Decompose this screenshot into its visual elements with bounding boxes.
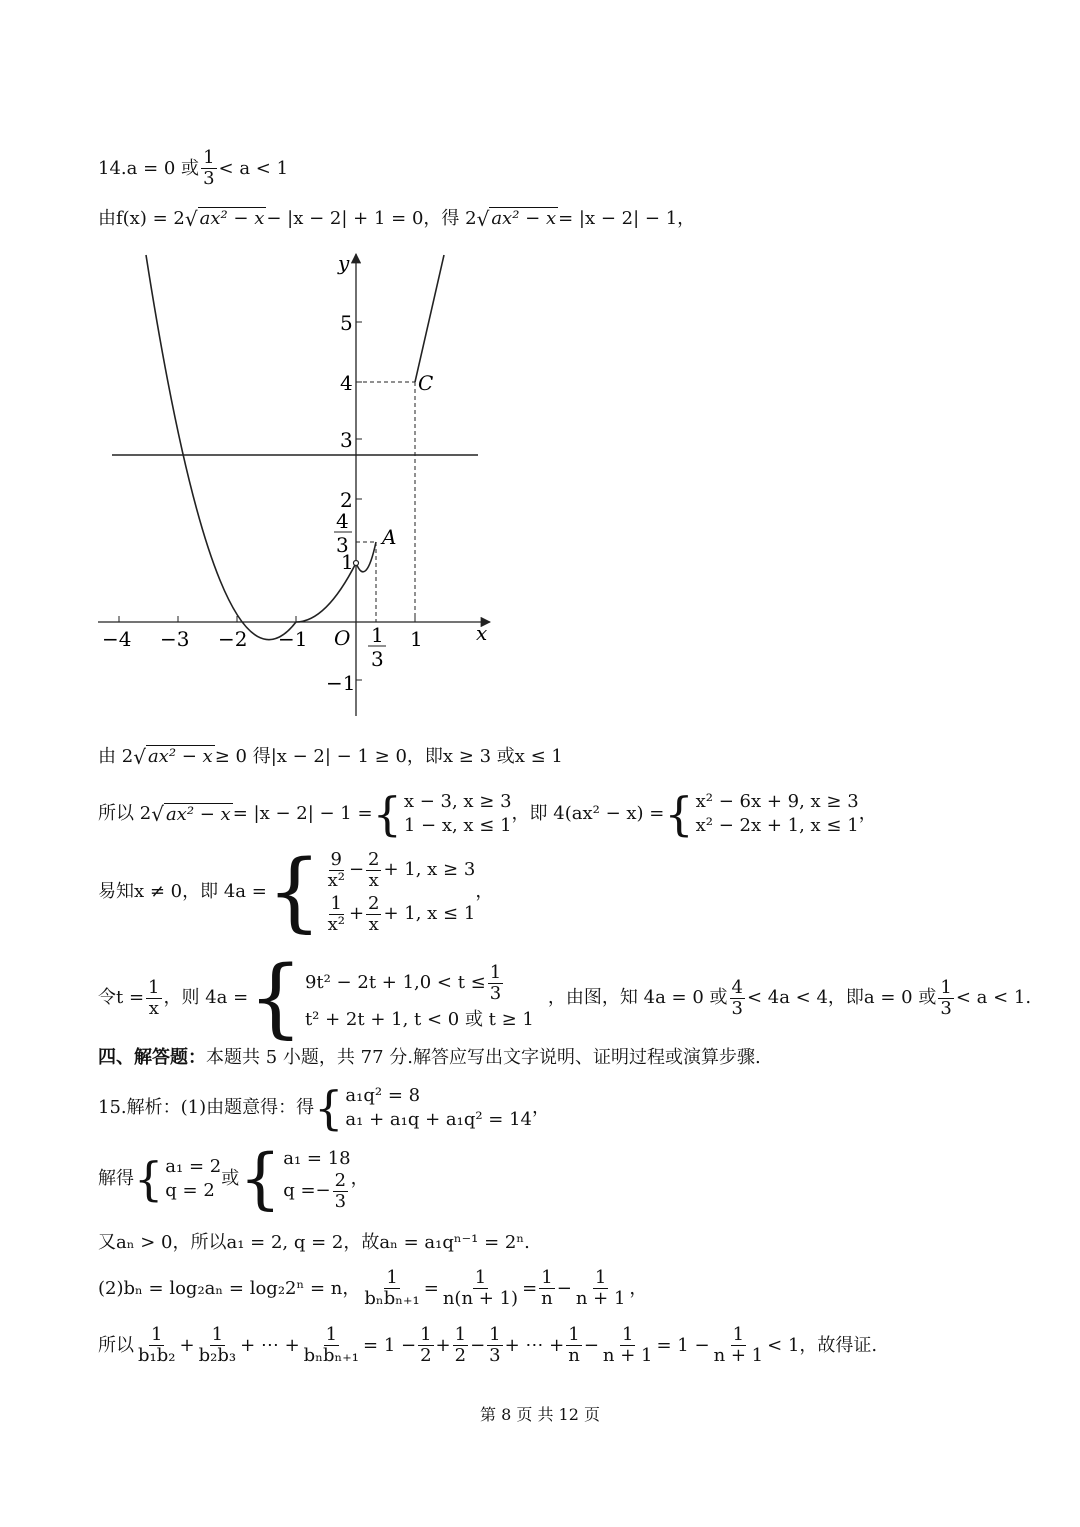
y-tick-label: −1 xyxy=(326,671,356,695)
q14-suffix: < a < 1 xyxy=(218,157,289,179)
y-tick-label: 1 xyxy=(341,550,354,574)
y-tick-label: 5 xyxy=(340,311,353,335)
cases-4a: { $\frac{9}{\text{x²}}$ − $\frac{2}{x}$ + 1, x ≥ 3 $\frac{1}{\text{x²}}$ + $\frac{2}{x}$ + 1, x ≤ 1 xyxy=(266,842,476,942)
x-axis-label: x xyxy=(476,621,488,645)
point-A-label: A xyxy=(382,525,397,549)
open-point xyxy=(354,561,359,566)
line-fx: 由f(x) = 2 √ ax² − x − |x − 2| + 1 = 0，得 2 √ ax² − x = |x − 2| − 1， xyxy=(98,206,696,231)
x-frac-den: 3 xyxy=(371,647,384,671)
also-line: 又aₙ > 0，所以a₁ = 2, q = 2，故aₙ = a₁qⁿ⁻¹ = 2ⁿ. xyxy=(98,1232,530,1253)
x-tick-label: 1 xyxy=(410,627,423,651)
page-footer: 第 8 页 共 12 页 xyxy=(480,1405,600,1424)
point-C-label: C xyxy=(418,371,434,395)
sum-line: 所以 $\frac{1}{\text{b₁b₂}}$ + $\frac{1}{\text{b₂b₃}}$ + ⋯ + $\frac{1}{\text{bₙbₙ₊₁}}$ = 1 − $\frac{1}{2}$ + $\frac{1}{2}$ − $\frac{1}{3}$ + ⋯ + $\frac{1}{n}$ − $\frac{1}{n + 1}$ = 1 − $\frac{1}{n + 1}$ < 1，故得证. xyxy=(98,1324,878,1366)
q14-frac: $\frac{1}{3}$ xyxy=(203,147,215,189)
x-tick-label: −3 xyxy=(160,627,190,651)
section-heading: 四、解答题：本题共 5 小题，共 77 分.解答应写出文字说明、证明过程或演算步骤. xyxy=(98,1047,761,1068)
y-axis-label: y xyxy=(338,251,350,275)
q14-answer xyxy=(98,148,288,189)
q14-prefix: 14.a = 0 或 xyxy=(98,157,200,179)
q15-line: 15.解析：(1)由题意得：得 { a₁q² = 8 a₁ + a₁q + a₁q² = 14 ， xyxy=(98,1081,550,1135)
function-graph xyxy=(90,248,500,720)
solve-line: 解得 { a₁ = 2 q = 2 或 { a₁ = 18 q =− $\frac{2}{3}$ ， xyxy=(98,1140,369,1217)
origin-label: O xyxy=(334,626,351,650)
curve-to-A xyxy=(356,542,376,572)
line-so: 所以 2 √ ax² − x = |x − 2| − 1 = { x − 3, x ≥ 3 1 − x, x ≤ 1 ，即 4(ax² − x) = { x² − 6x + 9, x ≥ 3 x² − 2x + 1, x ≤ 1 ， xyxy=(98,787,877,841)
x-tick-label: −1 xyxy=(278,627,308,651)
parabola-left xyxy=(146,255,356,640)
y-frac-den: 3 xyxy=(336,533,349,557)
cases-1: { x − 3, x ≥ 3 1 − x, x ≤ 1 xyxy=(372,787,512,841)
right-branch xyxy=(415,255,444,382)
y-tick-label: 3 xyxy=(340,428,353,452)
y-tick-label: 4 xyxy=(340,371,353,395)
line-easy: 易知x ≠ 0，即 4a = { $\frac{9}{\text{x²}}$ − $\frac{2}{x}$ + 1, x ≥ 3 $\frac{1}{\text{x²}}$ + $\frac{2}{x}$ + 1, x ≤ 1 ， xyxy=(98,842,494,942)
y-tick-label: 2 xyxy=(340,488,353,512)
x-frac-num: 1 xyxy=(371,623,384,647)
line-let-t: 令t = $\frac{1}{x}$ ，则 4a = { 9t² − 2t + 1,0 < t ≤ $\frac{1}{3}$ t² + 2t + 1, t < 0 或 t ≥ 1 ，由图，知 4a = 0 或 $\frac{4}{3}$ < 4a < 4，即a = 0 或 $\frac{1}{3}$ < a < 1. xyxy=(98,948,1032,1048)
line-condition: 由 2 √ ax² − x ≥ 0 得|x − 2| − 1 ≥ 0，即x ≥ 3 或x ≤ 1 xyxy=(98,744,563,769)
part2-line: (2)bₙ = log₂aₙ = log₂2ⁿ = n， $\frac{1}{\text{bₙbₙ₊₁}}$ = $\frac{1}{n(n + 1)}$ = $\frac{1}{n}$ − $\frac{1}{n + 1}$ ， xyxy=(98,1267,648,1309)
y-frac-num: 4 xyxy=(336,509,349,533)
x-tick-label: −2 xyxy=(218,627,248,651)
x-tick-label: −4 xyxy=(102,627,132,651)
cases-2: { x² − 6x + 9, x ≥ 3 x² − 2x + 1, x ≤ 1 xyxy=(664,787,859,841)
cases-t: { 9t² − 2t + 1,0 < t ≤ $\frac{1}{3}$ t² + 2t + 1, t < 0 或 t ≥ 1 xyxy=(248,948,534,1048)
